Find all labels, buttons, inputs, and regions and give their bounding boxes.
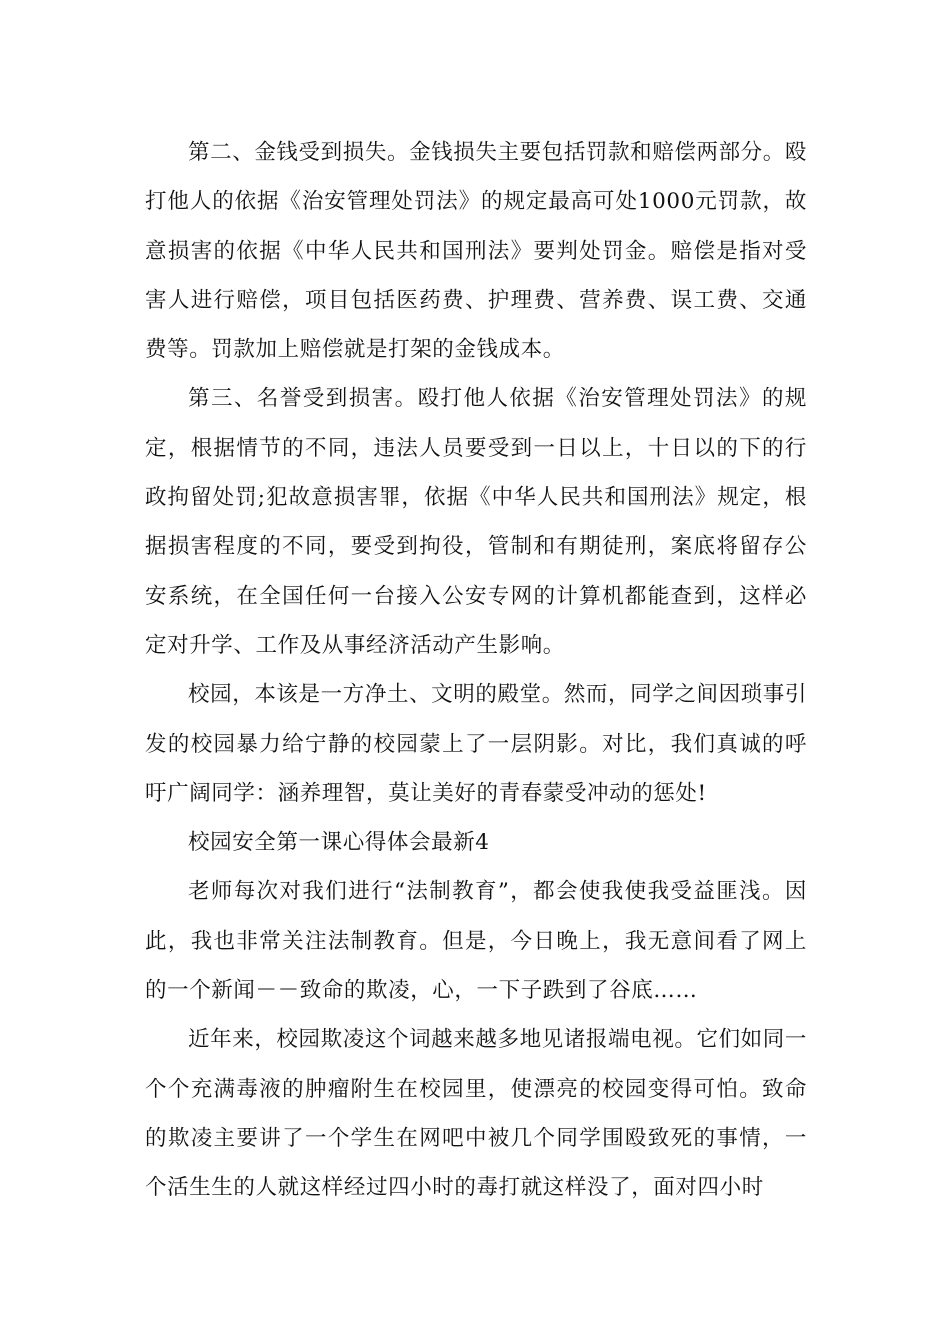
paragraph-reputation-damage: 第三、名誉受到损害。殴打他人依据《治安管理处罚法》的规定，根据情节的不同，违法人员要受到一日以上，十日以的下的行政拘留处罚;犯故意损害罪，依据《中华人民共和国刑法》规定，根据损害程度的不同，要受到拘役，管制和有期徒刑，案底将留存公安系统，在全国任何一台接入公安专网的计算机都能查到，这样必定对升学、工作及从事经济活动产生影响。 xyxy=(145,386,807,658)
paragraph-legal-education: 老师每次对我们进行“法制教育”，都会使我使我受益匪浅。因此，我也非常关注法制教育。但是，今日晚上，我无意间看了网上的一个新闻－－致命的欺凌，心，一下子跌到了谷底…… xyxy=(145,879,807,1004)
paragraph-campus-appeal: 校园，本该是一方净土、文明的殿堂。然而，同学之间因琐事引发的校园暴力给宁静的校园蒙上了一层阴影。对比，我们真诚的呼吁广阔同学：涵养理智，莫让美好的青春蒙受冲动的惩处! xyxy=(145,682,807,806)
section-heading: 校园安全第一课心得体会最新4 xyxy=(188,830,490,856)
paragraph-campus-bullying: 近年来，校园欺凌这个词越来越多地见诸报端电视。它们如同一个个充满毒液的肿瘤附生在校园里，使漂亮的校园变得可怕。致命的欺凌主要讲了一个学生在网吧中被几个同学围殴致死的事情，一个活生生的人就这样经过四小时的毒打就这样没了，面对四小时 xyxy=(145,1027,807,1201)
paragraph-money-loss: 第二、金钱受到损失。金钱损失主要包括罚款和赔偿两部分。殴打他人的依据《治安管理处罚法》的规定最高可处1000元罚款，故意损害的依据《中华人民共和国刑法》要判处罚金。赔偿是指对受害人进行赔偿，项目包括医药费、护理费、营养费、误工费、交通费等。罚款加上赔偿就是打架的金钱成本。 xyxy=(145,140,807,363)
document-body xyxy=(145,128,807,1213)
